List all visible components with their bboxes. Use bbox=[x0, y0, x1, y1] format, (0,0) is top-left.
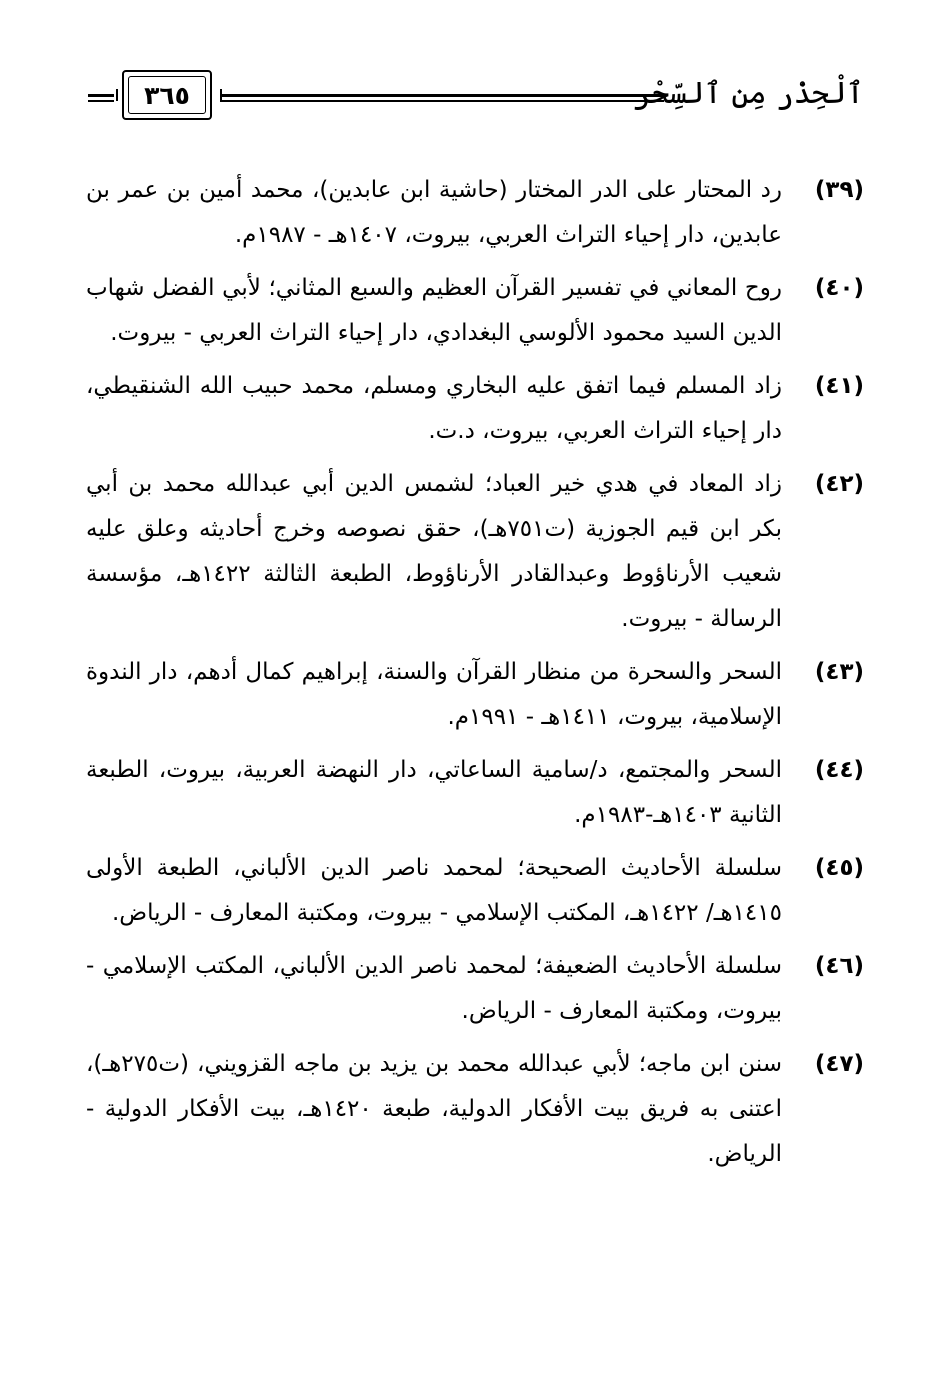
reference-text: السحر والسحرة من منظار القرآن والسنة، إبراهيم كمال أدهم، دار الندوة الإسلامية، بيروت، ١٤١١هـ - ١٩٩١م. bbox=[86, 659, 782, 730]
reference-number: (٤٦) bbox=[814, 953, 864, 979]
reference-number: (٤٤) bbox=[814, 757, 864, 783]
reference-text: سلسلة الأحاديث الضعيفة؛ لمحمد ناصر الدين الألباني، المكتب الإسلامي - بيروت، ومكتبة المعارف - الرياض. bbox=[86, 953, 782, 1024]
reference-text: زاد المسلم فيما اتفق عليه البخاري ومسلم، محمد حبيب الله الشنقيطي، دار إحياء التراث العربي، بيروت، د.ت. bbox=[86, 373, 782, 444]
reference-text: رد المحتار على الدر المختار (حاشية ابن عابدين)، محمد أمين بن عمر بن عابدين، دار إحياء التراث العربي، بيروت، ١٤٠٧هـ - ١٩٨٧م. bbox=[86, 177, 782, 248]
header-rule-short bbox=[88, 94, 114, 97]
running-title: ٱلْحِذْر مِن ٱلسِّحْر bbox=[633, 76, 864, 111]
page-number: ٣٦٥ bbox=[144, 81, 190, 110]
reference-number: (٤٢) bbox=[814, 471, 864, 497]
header-rule bbox=[220, 94, 664, 97]
reference-number: (٤٣) bbox=[814, 659, 864, 685]
reference-number: (٣٩) bbox=[814, 177, 864, 203]
reference-item bbox=[86, 168, 864, 258]
reference-item bbox=[86, 944, 864, 1034]
reference-item bbox=[86, 462, 864, 642]
reference-item bbox=[86, 364, 864, 454]
reference-text: زاد المعاد في هدي خير العباد؛ لشمس الدين أبي عبدالله محمد بن أبي بكر ابن قيم الجوزية (ت٧٥١هـ)، حقق نصوصه وخرج أحاديثه وعلق عليه شعيب الأرناؤوط وعبدالقادر الأرناؤوط، الطبعة الثالثة ١٤٢٢هـ، مؤسسة الرسالة - بيروت. bbox=[86, 471, 783, 632]
reference-item bbox=[86, 1042, 864, 1177]
reference-text: السحر والمجتمع، د/سامية الساعاتي، دار النهضة العربية، بيروت، الطبعة الثانية ١٤٠٣هـ-١٩٨٣م. bbox=[86, 757, 782, 828]
page-number-frame bbox=[122, 70, 212, 120]
reference-text: سنن ابن ماجه؛ لأبي عبدالله محمد بن يزيد بن ماجه القزويني، (ت٢٧٥هـ)، اعتنى به فريق بيت الأفكار الدولية، طبعة ١٤٢٠هـ، بيت الأفكار الدولية - الرياض. bbox=[86, 1051, 783, 1167]
reference-item bbox=[86, 650, 864, 740]
reference-item bbox=[86, 748, 864, 838]
reference-number: (٤٧) bbox=[814, 1051, 864, 1077]
reference-text: روح المعاني في تفسير القرآن العظيم والسبع المثاني؛ لأبي الفضل شهاب الدين السيد محمود الألوسي البغدادي، دار إحياء التراث العربي - بيروت. bbox=[86, 275, 782, 346]
reference-number: (٤٥) bbox=[814, 855, 864, 881]
reference-item bbox=[86, 846, 864, 936]
reference-number: (٤١) bbox=[814, 373, 864, 399]
reference-list bbox=[86, 168, 864, 1185]
reference-item bbox=[86, 266, 864, 356]
reference-text: سلسلة الأحاديث الصحيحة؛ لمحمد ناصر الدين الألباني، الطبعة الأولى ١٤١٥هـ/ ١٤٢٢هـ، المكتب الإسلامي - بيروت، ومكتبة المعارف - الرياض. bbox=[86, 855, 782, 926]
reference-number: (٤٠) bbox=[814, 275, 864, 301]
page-header bbox=[88, 66, 864, 128]
